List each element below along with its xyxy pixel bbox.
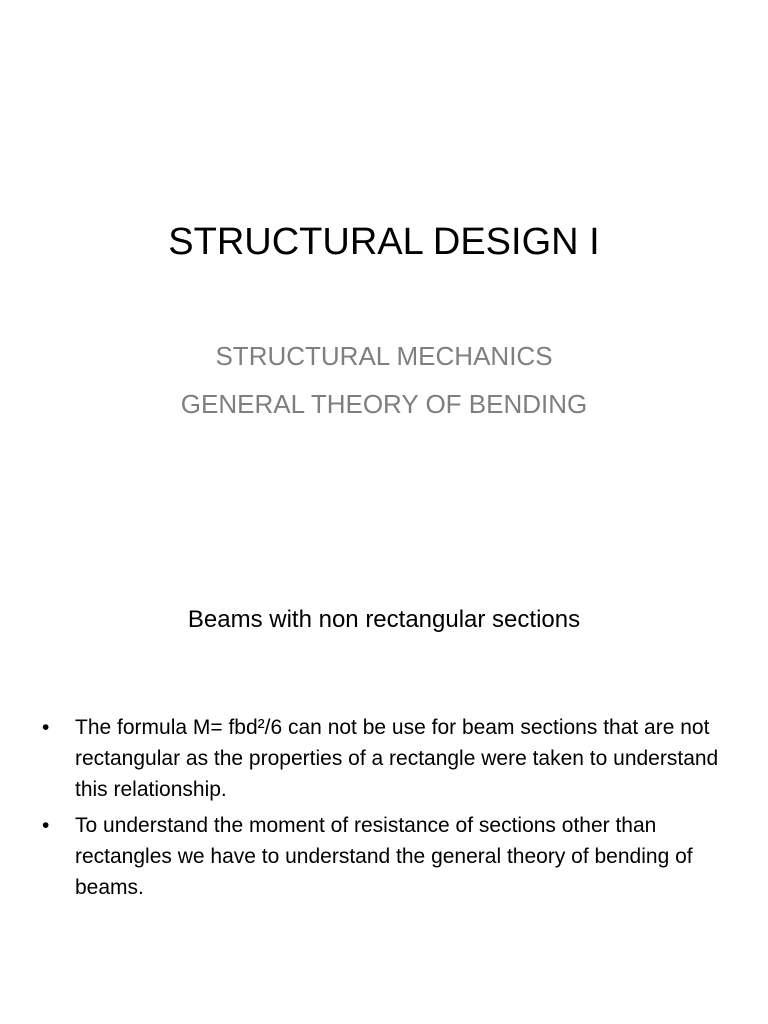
subtitle [0, 332, 768, 428]
list-item [42, 712, 732, 805]
list-item [42, 810, 732, 903]
subtitle-line-2: GENERAL THEORY OF BENDING [180, 389, 588, 419]
bullet-list [42, 712, 732, 908]
subtitle-line-1: STRUCTURAL MECHANICS [215, 341, 553, 371]
slide-title: STRUCTURAL DESIGN I [168, 221, 600, 263]
bullet-text: The formula M= fbd²/6 can not be use for beam sections that are not rectangular as the properties of a rectangle were taken to understand this relationship. [75, 716, 719, 801]
section-heading: Beams with non rectangular sections [187, 606, 581, 633]
bullet-text: To understand the moment of resistance of sections other than rectangles we have to understand the general theory of bending of beams. [75, 814, 693, 899]
bullet-marker: • [42, 716, 50, 739]
bullet-marker: • [42, 814, 50, 837]
content-slide [0, 512, 768, 1024]
